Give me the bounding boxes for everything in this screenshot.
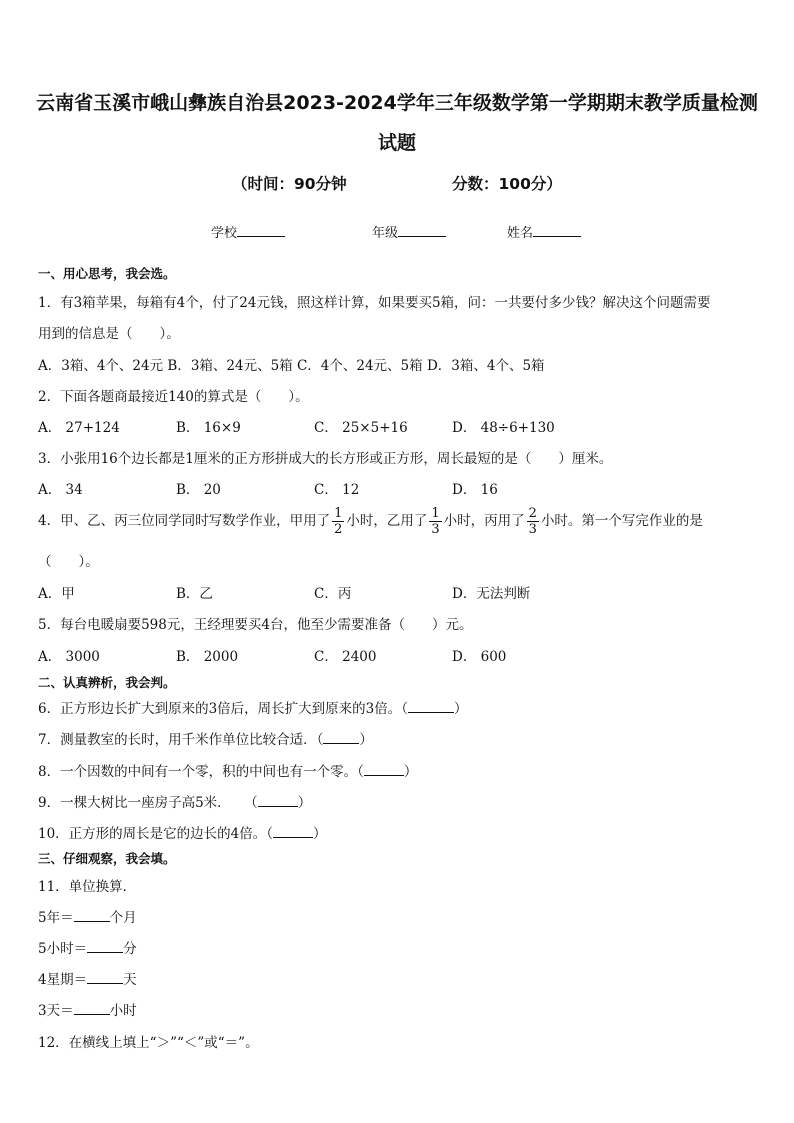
question-1-options: A．3箱、4个、24元 B．3箱、24元、5箱 C．4个、24元、5箱 D．3箱、4个、5箱 — [38, 358, 545, 374]
q5-option-a[interactable]: A． 3000 — [38, 649, 100, 665]
answer-blank[interactable] — [87, 971, 123, 984]
q2-option-b[interactable]: B． 16×9 — [176, 420, 241, 436]
answer-blank[interactable] — [273, 825, 313, 838]
score-label: 分数：100分） — [452, 175, 562, 193]
q4-option-a[interactable]: A．甲 — [38, 586, 75, 602]
q4-text-3: 小时，丙用了 — [443, 513, 525, 529]
q2-option-d[interactable]: D． 48÷6+130 — [452, 420, 555, 436]
answer-blank[interactable] — [364, 763, 404, 776]
answer-blank[interactable] — [323, 731, 359, 744]
fraction-one-half: $\frac{1}{2}$ — [334, 506, 343, 537]
question-1: 1．有3箱苹果，每箱有4个，付了24元钱，照这样计算，如果要买5箱，问：一共要付多少钱？解决这个问题需要 — [38, 295, 711, 311]
question-3: 3．小张用16个边长都是1厘米的正方形拼成大的长方形或正方形，周长最短的是（ ）厘米。 — [38, 451, 613, 467]
question-8: 8．一个因数的中间有一个零，积的中间也有一个零。（ ） — [38, 764, 418, 780]
fraction-one-third: $\frac{1}{3}$ — [431, 506, 440, 537]
q3-option-c[interactable]: C． 12 — [314, 482, 360, 498]
answer-blank[interactable] — [74, 909, 110, 922]
time-label: （时间：90分钟 — [232, 175, 347, 193]
conversion-item: 4星期＝ 天 — [38, 972, 137, 988]
page-title-continued: 试题 — [377, 132, 416, 154]
q4-text-4: 小时。第一个写完作业的是 — [540, 513, 703, 529]
q4-text-2: 小时，乙用了 — [346, 513, 428, 529]
q2-option-c[interactable]: C． 25×5+16 — [314, 420, 408, 436]
question-1-continued: 用到的信息是（ ）。 — [38, 326, 180, 342]
answer-blank[interactable] — [258, 794, 298, 807]
name-blank[interactable] — [533, 224, 581, 237]
question-10: 10．正方形的周长是它的边长的4倍。（ ） — [38, 826, 327, 842]
conversion-item: 5年＝ 个月 — [38, 910, 137, 926]
q4-option-b[interactable]: B．乙 — [176, 586, 213, 602]
school-label: 学校 — [211, 226, 238, 241]
question-12: 12．在横线上填上“＞”“＜”或“＝”。 — [38, 1035, 259, 1051]
answer-blank[interactable] — [87, 940, 123, 953]
q3-option-b[interactable]: B． 20 — [176, 482, 221, 498]
q3-option-a[interactable]: A． 34 — [38, 482, 83, 498]
section-3-heading: 三、仔细观察，我会填。 — [38, 851, 176, 866]
q5-option-b[interactable]: B． 2000 — [176, 649, 239, 665]
answer-blank[interactable] — [74, 1002, 110, 1015]
page-title: 云南省玉溪市峨山彝族自治县2023-2024学年三年级数学第一学期期末教学质量检测 — [36, 92, 758, 114]
grade-field[interactable] — [372, 222, 446, 241]
question-4-continued: （ ）。 — [38, 554, 99, 570]
school-blank[interactable] — [237, 224, 285, 237]
grade-label: 年级 — [372, 226, 399, 241]
question-11: 11．单位换算． — [38, 879, 137, 895]
question-9: 9．一棵大树比一座房子高5米． （ ） — [38, 795, 312, 811]
q5-option-c[interactable]: C． 2400 — [314, 649, 377, 665]
conversion-item: 5小时＝ 分 — [38, 941, 137, 957]
q4-option-d[interactable]: D．无法判断 — [452, 586, 531, 602]
q4-option-c[interactable]: C．丙 — [314, 586, 352, 602]
section-2-heading: 二、认真辨析，我会判。 — [38, 675, 176, 690]
q2-option-a[interactable]: A． 27+124 — [38, 420, 120, 436]
section-1-heading: 一、用心思考，我会选。 — [38, 266, 176, 281]
name-field[interactable] — [507, 222, 581, 241]
question-2: 2．下面各题商最接近140的算式是（ ）。 — [38, 389, 309, 405]
question-7: 7．测量教室的长时，用千米作单位比较合适．（ ） — [38, 732, 373, 748]
question-5: 5．每台电暖扇要598元，王经理要买4台，他至少需要准备（ ）元。 — [38, 617, 473, 633]
q3-option-d[interactable]: D． 16 — [452, 482, 498, 498]
q5-option-d[interactable]: D． 600 — [452, 649, 507, 665]
question-4 — [38, 506, 703, 537]
grade-blank[interactable] — [398, 224, 446, 237]
question-6: 6．正方形边长扩大到原来的3倍后，周长扩大到原来的3倍。（ ） — [38, 701, 468, 717]
answer-blank[interactable] — [408, 700, 454, 713]
q4-text-1: 4．甲、乙、丙三位同学同时写数学作业，甲用了 — [38, 513, 331, 529]
school-field[interactable] — [211, 222, 285, 241]
name-label: 姓名 — [507, 226, 534, 241]
conversion-item: 3天＝ 小时 — [38, 1003, 137, 1019]
fraction-two-thirds: $\frac{2}{3}$ — [528, 506, 537, 537]
